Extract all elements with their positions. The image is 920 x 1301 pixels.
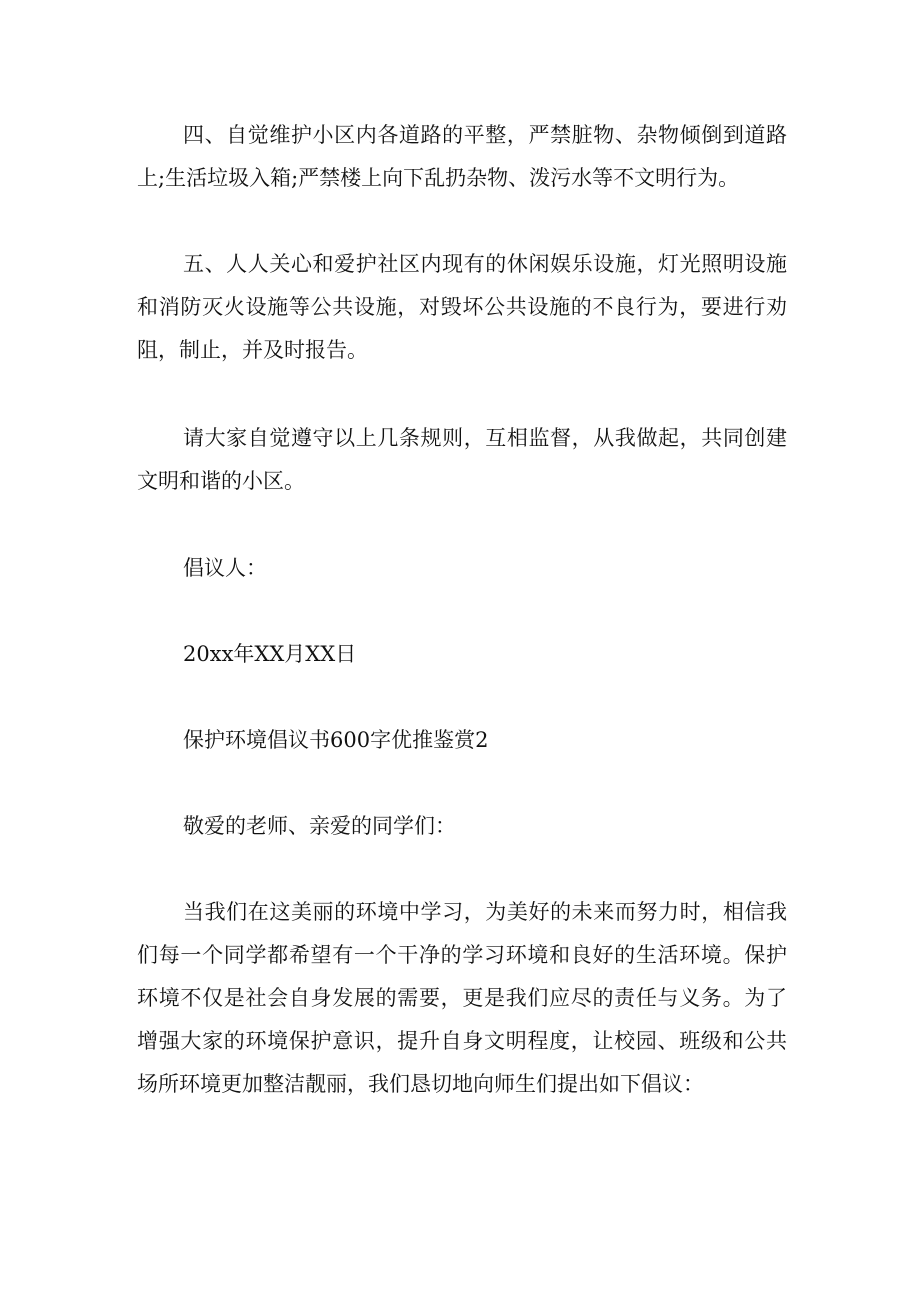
- paragraph-closing-appeal: 请大家自觉遵守以上几条规则，互相监督，从我做起，共同创建文明和谐的小区。: [137, 426, 787, 493]
- date-line: 20xx年XX月XX日: [183, 642, 357, 666]
- section-title: 保护环境倡议书600字优推鉴赏2: [183, 728, 489, 752]
- paragraph-rule-five: 五、人人关心和爱护社区内现有的休闲娱乐设施，灯光照明设施和消防灭火设施等公共设施，对毁坏公共设施的不良行为，要进行劝阻，制止，并及时报告。: [137, 252, 787, 362]
- paragraph-rule-four: 四、自觉维护小区内各道路的平整，严禁脏物、杂物倾倒到道路上;生活垃圾入箱;严禁楼上向下乱扔杂物、泼污水等不文明行为。: [137, 123, 787, 190]
- paragraph-intro: 当我们在这美丽的环境中学习，为美好的未来而努力时，相信我们每一个同学都希望有一个干净的学习环境和良好的生活环境。保护环境不仅是社会自身发展的需要，更是我们应尽的责任与义务。为了增强大家的环境保护意识，提升自身文明程度，让校园、班级和公共场所环境更加整洁靓丽，我们恳切地向师生们提出如下倡议：: [137, 900, 787, 1096]
- salutation: 敬爱的老师、亲爱的同学们：: [183, 814, 456, 838]
- signatory-label: 倡议人：: [183, 556, 267, 580]
